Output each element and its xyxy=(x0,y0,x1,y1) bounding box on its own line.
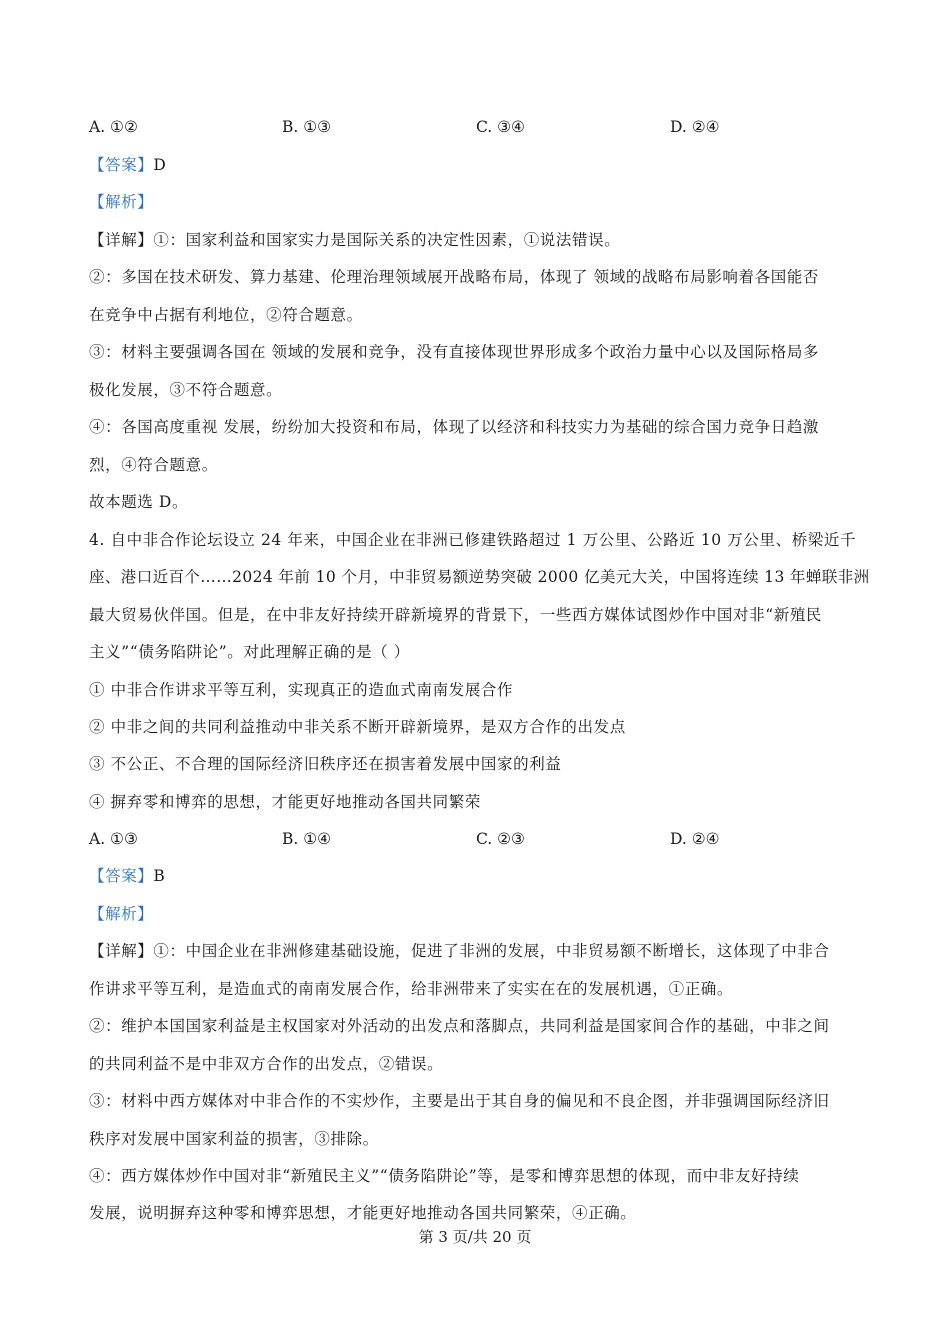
q4-option-c: C. ②③ xyxy=(476,830,525,848)
q4-statement-1: ① 中非合作讲求平等互利，实现真正的造血式南南发展合作 xyxy=(89,681,514,699)
q4-stem-line-2: 座、港口近百个……2024 年前 10 个月，中非贸易额逆势突破 2000 亿美元大关，中国将连续 13 年蝉联非洲 xyxy=(89,568,870,586)
q4-detail-line-4: 的共同利益不是中非双方合作的出发点，②错误。 xyxy=(89,1055,444,1073)
q4-option-d: D. ②④ xyxy=(670,830,720,848)
analysis-tag: 【解析】 xyxy=(89,905,154,923)
q4-detail-line-2: 作讲求平等互利，是造血式的南南发展合作，给非洲带来了实实在在的发展机遇，①正确。 xyxy=(89,980,734,998)
q3-analysis-heading xyxy=(89,192,153,212)
detail-text: ①：国家利益和国家实力是国际关系的决定性因素，①说法错误。 xyxy=(153,231,621,249)
answer-value: B xyxy=(153,867,166,885)
q3-detail-line-2: ②：多国在技术研发、算力基建、伦理治理领域展开战略布局，体现了 领域的战略布局影响着各国能否 xyxy=(89,268,820,286)
answer-tag: 【答案】 xyxy=(89,156,154,174)
q4-analysis-heading xyxy=(89,904,153,924)
q4-detail-line-3: ②：维护本国国家利益是主权国家对外活动的出发点和落脚点，共同利益是国家间合作的基础，中非之间 xyxy=(89,1017,830,1035)
q4-stem-line-4: 主义”“债务陷阱论”。对此理解正确的是（ ） xyxy=(89,643,410,661)
q3-option-c: C. ③④ xyxy=(476,118,525,136)
q4-statement-4: ④ 摒弃零和博弈的思想，才能更好地推动各国共同繁荣 xyxy=(89,793,481,811)
q4-detail-line-7: ④：西方媒体炒作中国对非“新殖民主义”“债务陷阱论”等，是零和博弈思想的体现，而中非友好持续 xyxy=(89,1167,800,1185)
q4-stem-line-3: 最大贸易伙伴国。但是，在中非友好持续开辟新境界的背景下，一些西方媒体试图炒作中国对非“新殖民 xyxy=(89,606,823,624)
detail-tag: 【详解】 xyxy=(89,231,154,249)
q4-option-b: B. ①④ xyxy=(282,830,332,848)
q4-detail-line-6: 秩序对发展中国家利益的损害，③排除。 xyxy=(89,1130,379,1148)
q4-answer xyxy=(89,866,165,886)
q4-detail-line-1 xyxy=(89,941,830,961)
page-number: 第 3 页/共 20 页 xyxy=(418,1228,532,1246)
q3-detail-line-1 xyxy=(89,230,620,250)
q3-detail-line-6: ④：各国高度重视 发展，纷纷加大投资和布局，体现了以经济和科技实力为基础的综合国力竞争日趋激 xyxy=(89,418,820,436)
q4-stem-line-1: 4. 自中非合作论坛设立 24 年来，中国企业在非洲已修建铁路超过 1 万公里、公路近 10 万公里、桥梁近千 xyxy=(89,531,857,549)
q3-answer xyxy=(89,155,166,175)
q4-detail-line-5: ③：材料中西方媒体对中非合作的不实炒作，主要是出于其自身的偏见和不良企图，并非强调国际经济旧 xyxy=(89,1092,830,1110)
answer-value: D xyxy=(153,156,167,174)
q3-detail-line-7: 烈，④符合题意。 xyxy=(89,456,218,474)
q3-detail-line-4: ③：材料主要强调各国在 领域的发展和竞争，没有直接体现世界形成多个政治力量中心以及国际格局多 xyxy=(89,343,820,361)
q3-detail-line-3: 在竞争中占据有利地位，②符合题意。 xyxy=(89,306,363,324)
detail-text: ①：中国企业在非洲修建基础设施，促进了非洲的发展，中非贸易额不断增长，这体现了中非合 xyxy=(153,942,830,960)
q3-option-d: D. ②④ xyxy=(670,118,720,136)
q3-detail-line-5: 极化发展，③不符合题意。 xyxy=(89,381,283,399)
q4-statement-3: ③ 不公正、不合理的国际经济旧秩序还在损害着发展中国家的利益 xyxy=(89,755,562,773)
q3-option-b: B. ①③ xyxy=(282,118,332,136)
q4-detail-line-8: 发展，说明摒弃这种零和博弈思想，才能更好地推动各国共同繁荣，④正确。 xyxy=(89,1204,637,1222)
q4-statement-2: ② 中非之间的共同利益推动中非关系不断开辟新境界，是双方合作的出发点 xyxy=(89,718,626,736)
q3-conclusion: 故本题选 D。 xyxy=(89,493,189,511)
q3-option-a: A. ①② xyxy=(89,118,138,136)
answer-tag: 【答案】 xyxy=(89,867,154,885)
analysis-tag: 【解析】 xyxy=(89,193,154,211)
q4-option-a: A. ①③ xyxy=(89,830,138,848)
detail-tag: 【详解】 xyxy=(89,942,154,960)
